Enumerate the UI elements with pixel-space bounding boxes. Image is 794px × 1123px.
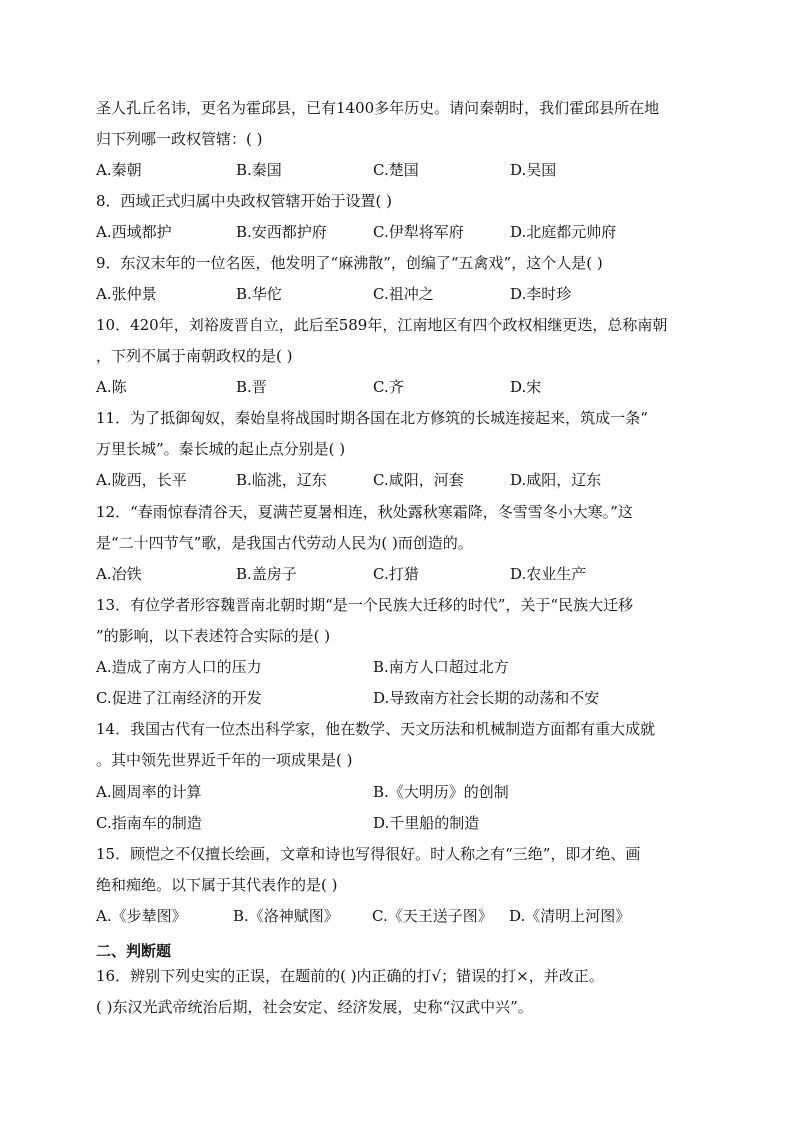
q14-stem-line1: 14．我国古代有一位杰出科学家，他在数学、天文历法和机械制造方面都有重大成就 [96,720,656,738]
q10-option-b: B.晋 [236,378,267,396]
q13-options-row2 [96,688,706,708]
q11-options [96,470,706,490]
q12-option-d: D.农业生产 [510,565,587,583]
q8-option-d: D.北庭都元帅府 [510,223,617,241]
q7-line2: 归下列哪一政权管辖：( ) [96,130,263,148]
q14-option-c: C.指南车的制造 [96,814,202,832]
q7-option-b: B.秦国 [236,161,282,179]
q11-stem-line1: 11．为了抵御匈奴，秦始皇将战国时期各国在北方修筑的长城连接起来，筑成一条“ [96,409,648,427]
q14-option-a: A.圆周率的计算 [96,783,202,801]
q9-option-b: B.华佗 [236,285,282,303]
q8-option-b: B.安西都护府 [236,223,327,241]
q10-option-c: C.齐 [373,378,404,396]
q11-option-d: D.咸阳，辽东 [510,471,602,489]
q12-option-c: C.打猎 [373,565,419,583]
q13-option-c: C.促进了江南经济的开发 [96,689,262,707]
q13-options-row1 [96,657,706,677]
q13-option-b: B.南方人口超过北方 [373,658,509,676]
q11-option-a: A.陇西，长平 [96,471,187,489]
q11-stem-line2: 万里长城”。秦长城的起止点分别是( ) [96,440,346,458]
q15-option-b: B.《洛神赋图》 [233,907,339,925]
q13-option-d: D.导致南方社会长期的动荡和不安 [373,689,600,707]
q11-option-b: B.临洮，辽东 [236,471,327,489]
q15-option-a: A.《步辇图》 [96,907,187,925]
q13-stem-line2: ”的影响，以下表述符合实际的是( ) [96,627,331,645]
q15-stem-line2: 绝和痴绝。以下属于其代表作的是( ) [96,876,338,894]
q9-options [96,284,706,304]
q12-option-b: B.盖房子 [236,565,297,583]
q7-options [96,160,706,180]
q10-stem-line2: ，下列不属于南朝政权的是( ) [96,347,293,365]
q9-option-c: C.祖冲之 [373,285,434,303]
q8-options [96,222,706,242]
q9-stem: 9．东汉末年的一位名医，他发明了“麻沸散”，创编了“五禽戏”，这个人是( ) [96,254,603,272]
q11-option-c: C.咸阳，河套 [373,471,464,489]
q12-stem-line1: 12．“春雨惊春清谷天，夏满芒夏暑相连，秋处露秋寒霜降，冬雪雪冬小大寒。”这 [96,503,633,521]
q16-item1: ( )东汉光武帝统治后期，社会安定、经济发展，史称“汉武中兴”。 [96,998,533,1016]
q16-stem: 16．辨别下列史实的正误，在题前的( )内正确的打√；错误的打×，并改正。 [96,967,604,985]
q14-option-b: B.《大明历》的创制 [373,783,509,801]
q10-stem-line1: 10．420年，刘裕废晋自立，此后至589年，江南地区有四个政权相继更迭，总称南朝 [96,316,668,334]
q12-option-a: A.冶铁 [96,565,142,583]
q7-line1: 圣人孔丘名讳，更名为霍邱县，已有1400多年历史。请问秦朝时，我们霍邱县所在地 [96,99,660,117]
q12-options [96,564,706,584]
section-title-judgment: 二、判断题 [96,942,172,960]
q8-option-a: A.西域都护 [96,223,172,241]
q7-option-c: C.楚国 [373,161,419,179]
q10-option-a: A.陈 [96,378,127,396]
q14-stem-line2: 。其中领先世界近千年的一项成果是( ) [96,751,353,769]
q7-option-d: D.吴国 [510,161,557,179]
q14-options-row2 [96,813,706,833]
q9-option-a: A.张仲景 [96,285,157,303]
q13-stem-line1: 13．有位学者形容魏晋南北朝时期“是一个民族大迁移的时代”，关于“民族大迁移 [96,596,634,614]
q8-option-c: C.伊犁将军府 [373,223,464,241]
q15-options [96,906,706,926]
q15-option-c: C.《天王送子图》 [372,907,493,925]
q10-option-d: D.宋 [510,378,542,396]
q14-option-d: D.千里船的制造 [373,814,480,832]
q10-options [96,377,706,397]
q13-option-a: A.造成了南方人口的压力 [96,658,262,676]
q9-option-d: D.李时珍 [510,285,572,303]
q15-stem-line1: 15．顾恺之不仅擅长绘画，文章和诗也写得很好。时人称之有“三绝”，即才绝、画 [96,845,641,863]
q15-option-d: D.《清明上河图》 [509,907,631,925]
q8-stem: 8．西域正式归属中央政权管辖开始于设置( ) [96,192,393,210]
q7-option-a: A.秦朝 [96,161,142,179]
q12-stem-line2: 是“二十四节气”歌，是我国古代劳动人民为( )而创造的。 [96,534,473,552]
q14-options-row1 [96,782,706,802]
